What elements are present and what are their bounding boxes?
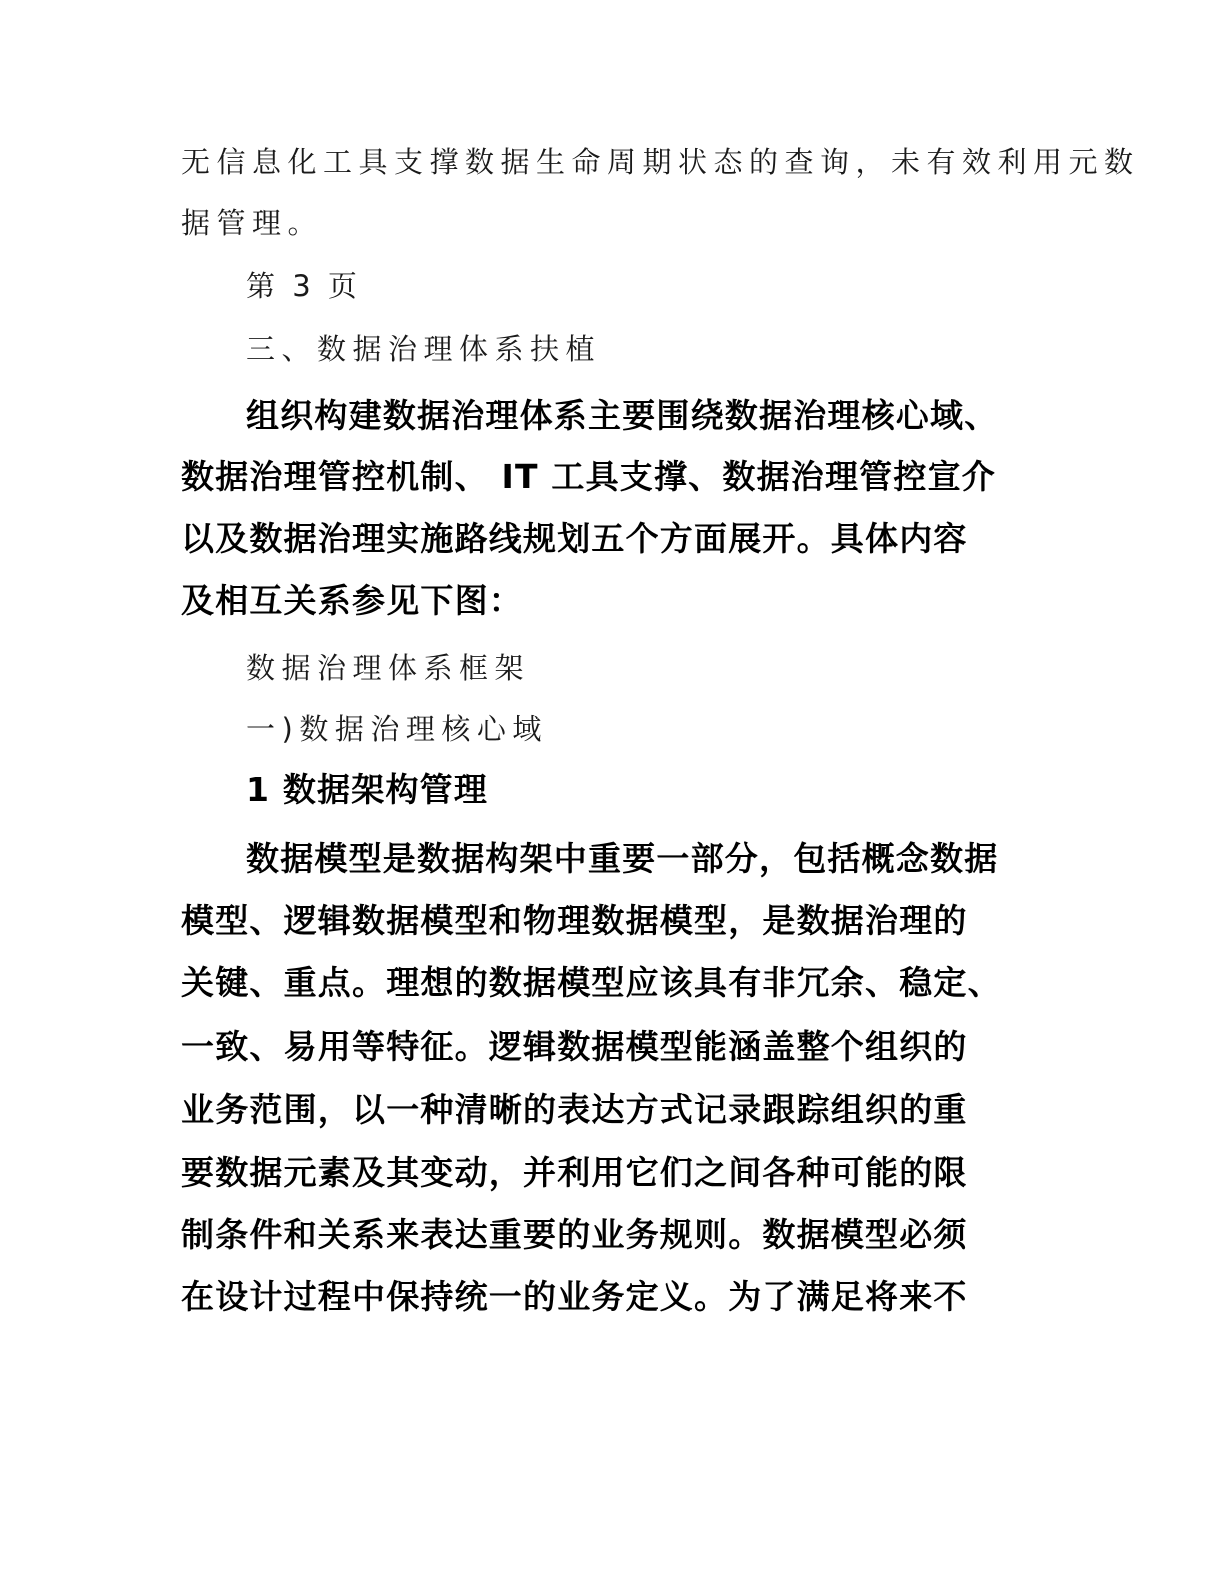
para1-line-1: 组织构建数据治理体系主要围绕数据治理核心域、 bbox=[246, 396, 999, 435]
intro-line-2: 据管理。 bbox=[181, 206, 324, 240]
section-heading: 三、数据治理体系扶植 bbox=[246, 332, 602, 366]
para1-line-4: 及相互关系参见下图： bbox=[181, 581, 523, 620]
subsection-heading: 一)数据治理核心域 bbox=[246, 712, 548, 746]
para2-line-8: 在设计过程中保持统一的业务定义。为了满足将来不 bbox=[181, 1277, 968, 1316]
item-heading: 1 数据架构管理 bbox=[246, 770, 489, 809]
para2-line-6: 要数据元素及其变动，并利用它们之间各种可能的限 bbox=[181, 1153, 968, 1192]
para1-line-3: 以及数据治理实施路线规划五个方面展开。具体内容 bbox=[181, 519, 968, 558]
para2-line-2: 模型、逻辑数据模型和物理数据模型，是数据治理的 bbox=[181, 901, 968, 940]
para2-line-3: 关键、重点。理想的数据模型应该具有非冗余、稳定、 bbox=[181, 963, 1002, 1002]
para2-line-1: 数据模型是数据构架中重要一部分，包括概念数据 bbox=[246, 839, 999, 878]
para1-line-2: 数据治理管控机制、 IT 工具支撑、数据治理管控宣介 bbox=[181, 457, 996, 496]
para2-line-4: 一致、易用等特征。逻辑数据模型能涵盖整个组织的 bbox=[181, 1027, 968, 1066]
page-marker: 第 3 页 bbox=[246, 269, 361, 303]
framework-caption: 数据治理体系框架 bbox=[246, 651, 531, 685]
para2-line-5: 业务范围，以一种清晰的表达方式记录跟踪组织的重 bbox=[181, 1090, 968, 1129]
intro-line-1: 无信息化工具支撑数据生命周期状态的查询，未有效利用元数 bbox=[181, 145, 1140, 179]
para2-line-7: 制条件和关系来表达重要的业务规则。数据模型必须 bbox=[181, 1215, 968, 1254]
